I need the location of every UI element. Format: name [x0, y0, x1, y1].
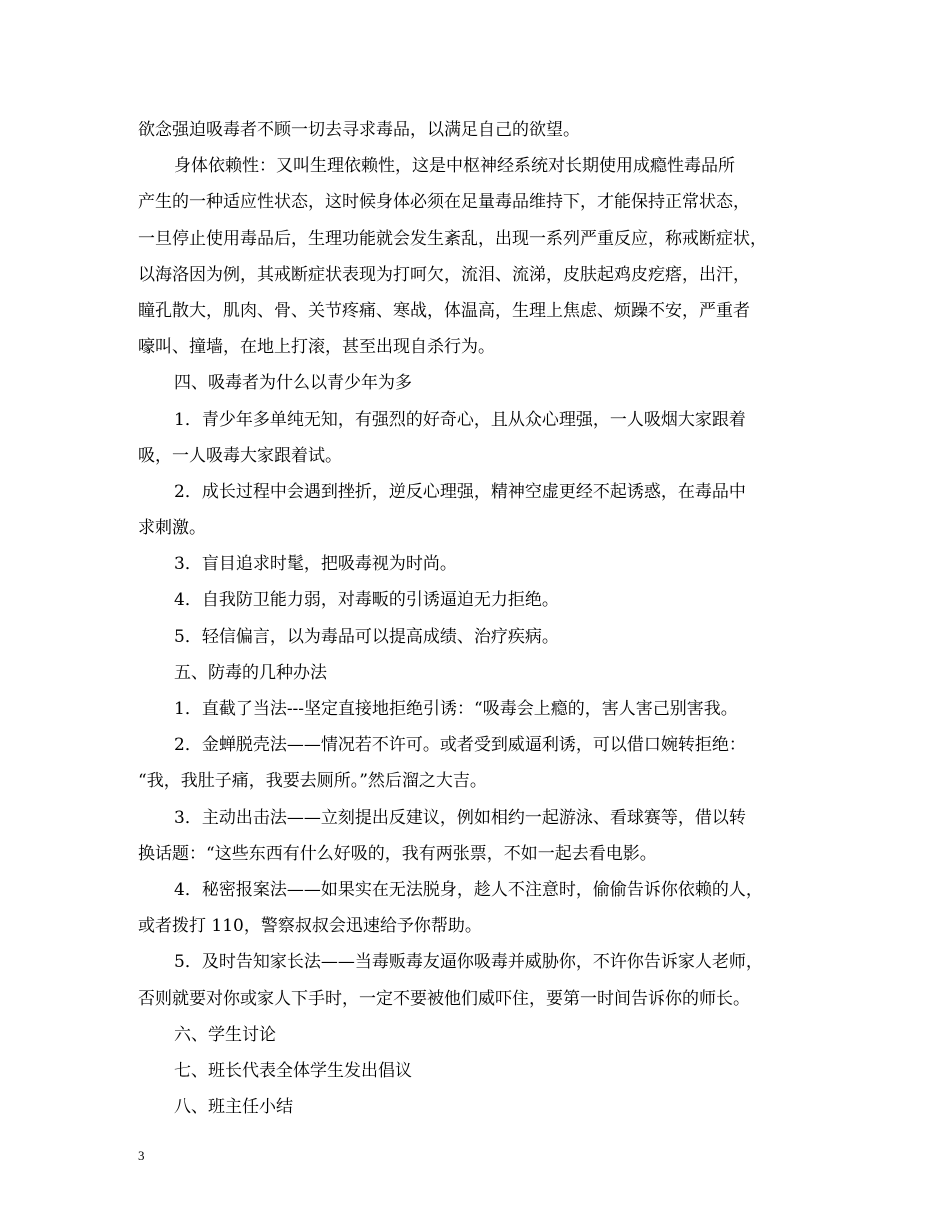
text-line: 2．金蝉脱壳法——情况若不许可。或者受到威逼利诱，可以借口婉转拒绝： — [174, 735, 746, 756]
text-line: 2．成长过程中会遇到挫折，逆反心理强，精神空虚更经不起诱惑，在毒品中 — [174, 481, 746, 502]
text-line: 4．自我防卫能力弱，对毒畈的引诱逼迫无力拒绝。 — [174, 590, 559, 611]
text-line: 1．青少年多单纯无知，有强烈的好奇心，且从众心理强，一人吸烟大家跟着 — [174, 409, 746, 430]
text-line: 5．轻信偏言，以为毒品可以提高成绩、治疗疾病。 — [174, 626, 559, 647]
text-line: 五、防毒的几种办法 — [174, 662, 327, 683]
text-line: 吸，一人吸毒大家跟着试。 — [138, 445, 342, 466]
text-line: 七、班长代表全体学生发出倡议 — [174, 1060, 412, 1081]
text-line: 四、吸毒者为什么以青少年为多 — [174, 373, 412, 394]
text-line: 六、学生讨论 — [174, 1024, 276, 1045]
text-line: 4．秘密报案法——如果实在无法脱身，趁人不注意时，偷偷告诉你依赖的人， — [174, 879, 763, 900]
text-line: 欲念强迫吸毒者不顾一切去寻求毒品，以满足自己的欲望。 — [138, 120, 580, 140]
text-line: 或者拨打 110，警察叔叔会迅速给予你帮助。 — [138, 916, 482, 937]
document-body — [138, 112, 818, 1125]
page-number: 3 — [138, 1148, 145, 1163]
text-line: 否则就要对你或家人下手时，一定不要被他们威吓住，要第一时间告诉你的师长。 — [138, 988, 750, 1009]
text-line: 3．主动出击法——立刻提出反建议，例如相约一起游泳、看球赛等，借以转 — [174, 807, 746, 828]
text-line: 身体依赖性：又叫生理依赖性，这是中枢神经系统对长期使用成瘾性毒品所 — [174, 156, 735, 177]
text-line: 瞳孔散大，肌肉、骨、关节疼痛、寒战，体温高，生理上焦虑、烦躁不安，严重者 — [138, 300, 750, 321]
text-line: 以海洛因为例，其戒断症状表现为打呵欠，流泪、流涕，皮肤起鸡皮疙瘩，出汗， — [138, 264, 750, 285]
text-line: 八、班主任小结 — [174, 1097, 293, 1118]
text-line: 嚎叫、撞墙，在地上打滚，甚至出现自杀行为。 — [138, 337, 495, 358]
text-line: 求刺激。 — [138, 518, 206, 539]
text-line: 1．直截了当法---坚定直接地拒绝引诱：“吸毒会上瘾的，害人害己别害我。 — [174, 699, 738, 719]
text-line: 5．及时告知家长法——当毒贩毒友逼你吸毒并威胁你，不许你告诉家人老师， — [174, 952, 763, 973]
text-line: 一旦停止使用毒品后，生理功能就会发生紊乱，出现一系列严重反应，称戒断症状， — [138, 228, 767, 249]
text-line: 换话题：“这些东西有什么好吸的，我有两张票，不如一起去看电影。 — [138, 843, 657, 864]
text-line: 产生的一种适应性状态，这时候身体必须在足量毒品维持下，才能保持正常状态， — [138, 192, 750, 213]
text-line: 3．盲目追求时髦，把吸毒视为时尚。 — [174, 554, 457, 575]
text-line: “我，我肚子痛，我要去厕所。”然后溜之大吉。 — [138, 771, 487, 792]
